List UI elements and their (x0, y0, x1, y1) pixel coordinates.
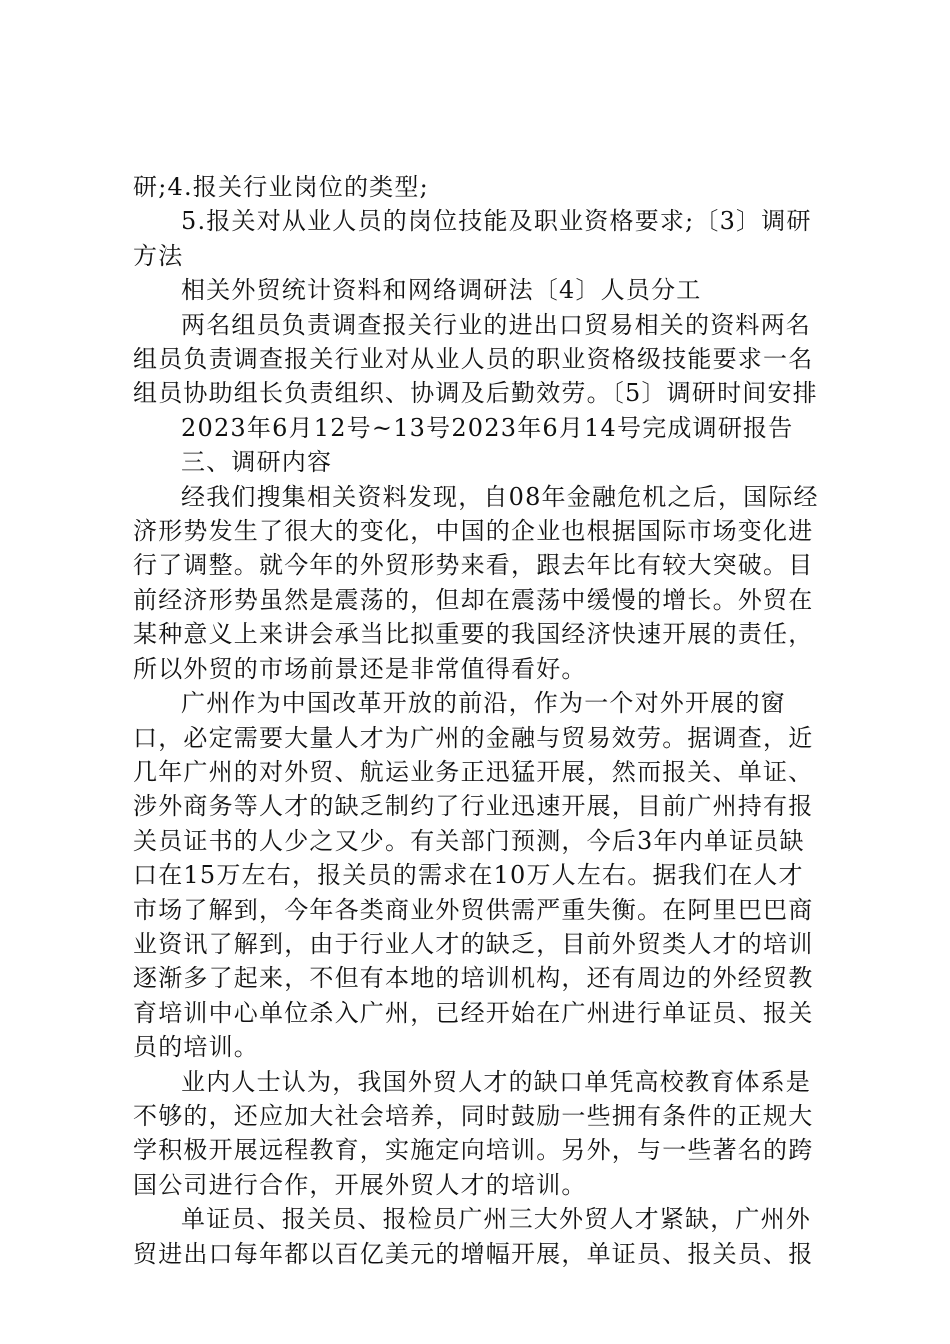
paragraph-9: 业内人士认为，我国外贸人才的缺口单凭高校教育体系是不够的，还应加大社会培养，同时鼓励一些拥有条件的正规大学积极开展远程教育，实施定向培训。另外，与一些著名的跨国公司进行合作，开展外贸人才的培训。 (133, 1067, 814, 1199)
paragraph-1: 研;4.报关行业岗位的类型; (133, 173, 429, 201)
paragraph-7: 经我们搜集相关资料发现，自08年金融危机之后，国际经济形势发生了很大的变化，中国的企业也根据国际市场变化进行了调整。就今年的外贸形势来看，跟去年比有较大突破。目前经济形势虽然是震荡的，但却在震荡中缓慢的增长。外贸在某种意义上来讲会承当比拟重要的我国经济快速开展的责任，所以外贸的市场前景还是非常值得看好。 (133, 482, 819, 683)
paragraph-2: 5.报关对从业人员的岗位技能及职业资格要求;〔3〕调研方法 (133, 207, 812, 270)
paragraph-8: 广州作为中国改革开放的前沿，作为一个对外开展的窗口，必定需要大量人才为广州的金融与贸易效劳。据调查，近几年广州的对外贸、航运业务正迅猛开展，然而报关、单证、涉外商务等人才的缺乏制约了行业迅速开展，目前广州持有报关员证书的人少之又少。有关部门预测，今后3年内单证员缺口在15万左右，报关员的需求在10万人左右。据我们在人才市场了解到，今年各类商业外贸供需严重失衡。在阿里巴巴商业资讯了解到，由于行业人才的缺乏，目前外贸类人才的培训逐渐多了起来，不但有本地的培训机构，还有周边的外经贸教育培训中心单位杀入广州，已经开始在广州进行单证员、报关员的培训。 (133, 689, 814, 1062)
paragraph-5: 2023年6月12号~13号2023年6月14号完成调研报告 (181, 413, 794, 442)
paragraph-3: 相关外贸统计资料和网络调研法〔4〕人员分工 (181, 276, 702, 305)
paragraph-4: 两名组员负责调查报关行业的进出口贸易相关的资料两名组员负责调查报关行业对从业人员的职业资格级技能要求一名组员协助组长负责组织、协调及后勤效劳。〔5〕调研时间安排 (133, 310, 818, 408)
section-heading: 三、调研内容 (181, 448, 333, 477)
paragraph-10: 单证员、报关员、报检员广州三大外贸人才紧缺，广州外贸进出口每年都以百亿美元的增幅开展，单证员、报关员、报 (133, 1205, 814, 1268)
document-body (133, 170, 823, 1271)
